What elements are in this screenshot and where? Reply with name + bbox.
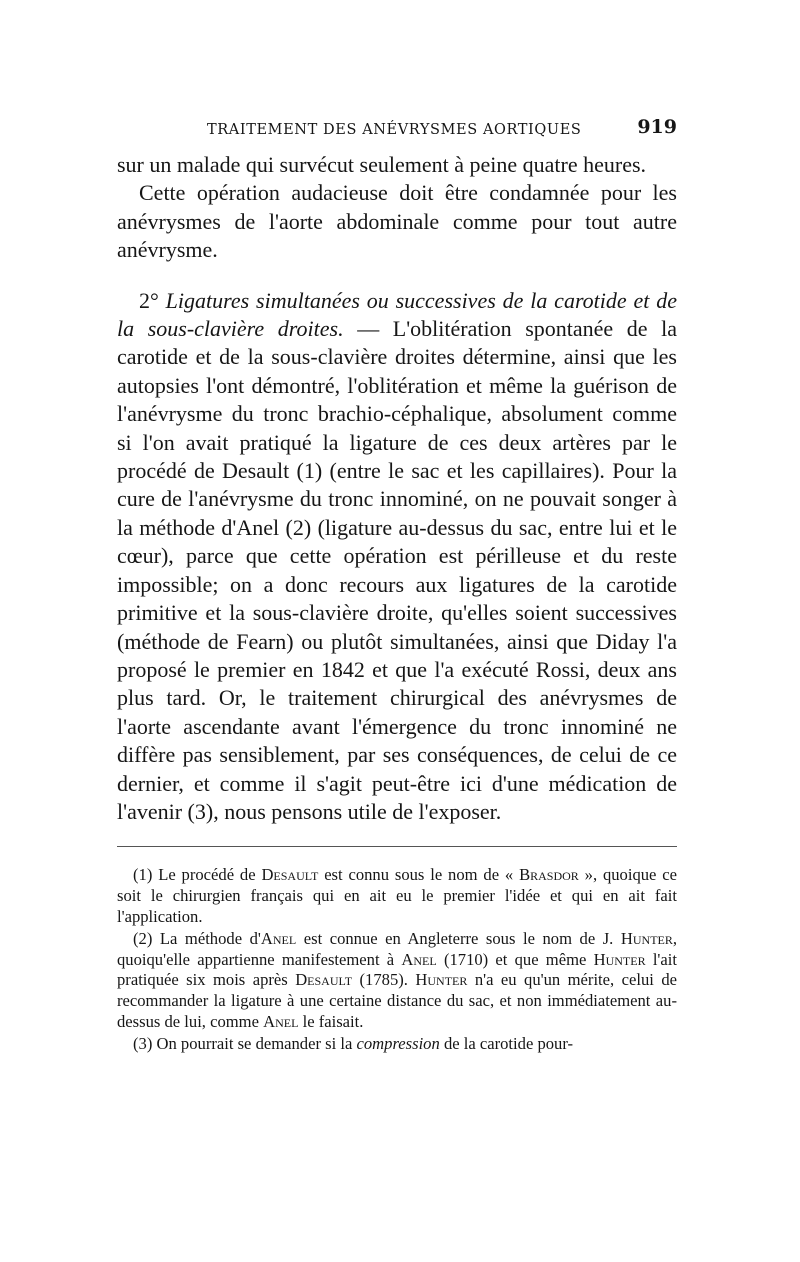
section-title: Ligatures simultanées ou successives de la carotide et de la sous-clavière droites.	[117, 287, 677, 342]
page-header	[117, 112, 677, 146]
page-number: 919	[637, 116, 677, 138]
footnote-divider	[117, 846, 677, 847]
section-number: 2°	[139, 287, 159, 313]
paragraph-1: sur un malade qui survécut seulement à peine quatre heures.	[117, 152, 647, 177]
running-head: TRAITEMENT DES ANÉVRYSMES AORTIQUES	[207, 122, 582, 138]
footnote-1: (1) Le procédé de Desault est connu sous le nom de « Brasdor », quoique ce soit le chirurgien français qui en ait eu le premier l'idée et qui en ait fait l'application.	[117, 865, 678, 926]
book-page	[117, 112, 677, 1057]
footnotes	[117, 865, 677, 1054]
main-text	[117, 151, 677, 826]
paragraph-2: Cette opération audacieuse doit être condamnée pour les anévrysmes de l'aorte abdominale comme pour tout autre anévrysme.	[117, 180, 677, 263]
footnote-2: (2) La méthode d'Anel est connue en Angleterre sous le nom de J. Hunter, quoiqu'elle appartienne manifestement à Anel (1710) et que même Hunter l'ait pratiquée six mois après Desault (1785). Hunter n'a eu qu'un mérite, celui de recommander la ligature à une certaine distance du sac, et non immédiatement au-dessus de lui, comme Anel le faisait.	[117, 929, 678, 1031]
footnote-3: (3) On pourrait se demander si la compression de la carotide pour-	[133, 1034, 574, 1054]
section-text: — L'oblitération spontanée de la carotide et de la sous-clavière droites détermine, ainsi que les autopsies l'ont démontré, l'oblitération et même la guérison de l'anévrysme du tronc brachio-céphalique, absolument comme si l'on avait pratiqué la ligature de ces deux artères par le procédé de Desault (1) (entre le sac et les capillaires). Pour la cure de l'anévrysme du tronc innominé, on ne pouvait songer à la méthode d'Anel (2) (ligature au-dessus du sac, entre lui et le cœur), parce que cette opération est périlleuse et du reste impossible; on a donc recours aux ligatures de la carotide primitive et la sous-clavière droite, qu'elles soient successives (méthode de Fearn) ou plutôt simultanées, ainsi que Diday l'a proposé le premier en 1842 et que l'a exécuté Rossi, deux ans plus tard. Or, le traitement chirurgical des anévrysmes de l'aorte ascendante avant l'émergence du tronc innominé ne diffère pas sensiblement, par ses conséquences, de celui de ce dernier, et comme il s'agit peut-être ici d'une médication de l'avenir (3), nous pensons utile de l'exposer.	[117, 316, 678, 824]
paragraph-3	[117, 287, 677, 827]
